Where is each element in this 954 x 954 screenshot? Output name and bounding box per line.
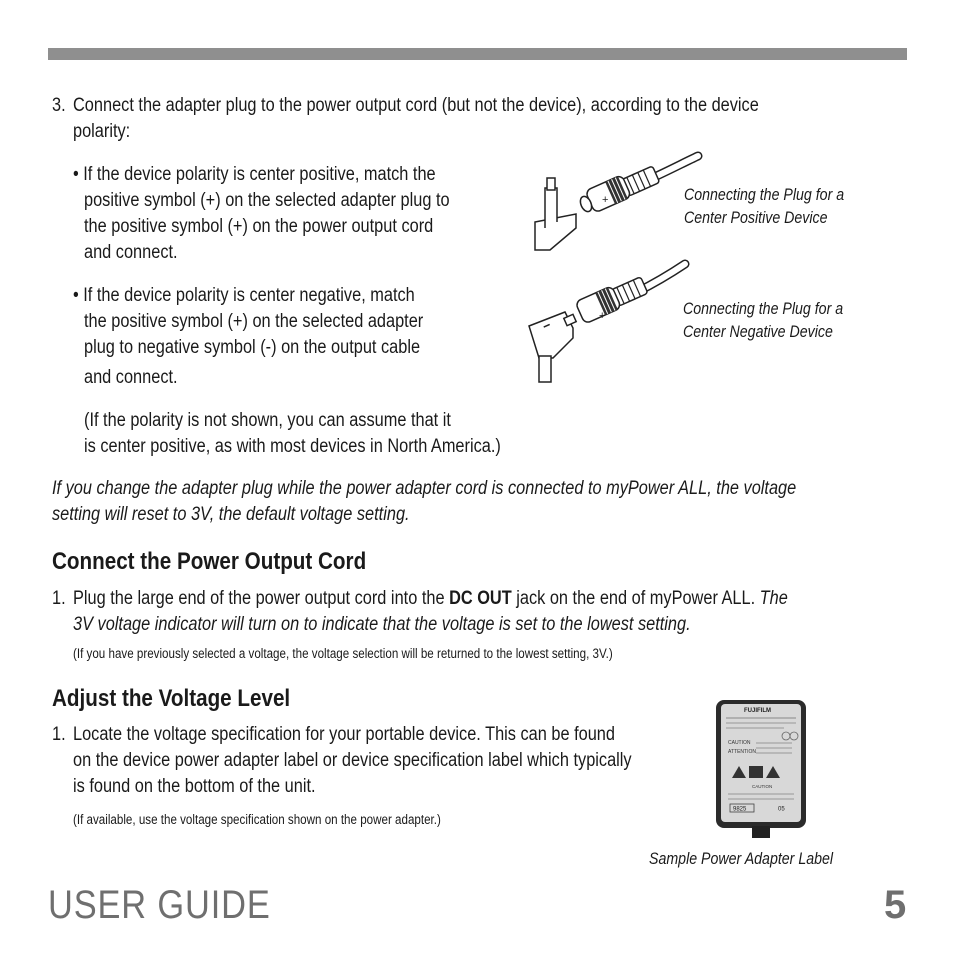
bullet-negative-line3: plug to negative symbol (-) on the output cable (84, 337, 421, 358)
adjust-step-note: (If available, use the voltage specification shown on the power adapter.) (73, 812, 441, 827)
bullet-negative-line2: the positive symbol (+) on the selected adapter (84, 311, 424, 332)
positive-plus-label: + (602, 194, 609, 206)
center-positive-plug-illustration (530, 150, 705, 255)
adjust-step-line2: on the device power adapter label or device specification label which typically (73, 750, 632, 771)
connect-step-line2: 3V voltage indicator will turn on to indicate that the voltage is set to the lowest setting. (73, 614, 691, 635)
adapter-code2: 05 (778, 806, 785, 813)
adapter-code: 9825 (733, 806, 747, 813)
header-bar (48, 48, 907, 60)
adapter-caution-1: CAUTION (728, 740, 751, 746)
adjust-step-number: 1. (52, 724, 66, 745)
page-number: 5 (884, 883, 907, 927)
connect-step-note: (If you have previously selected a voltage, the voltage selection will be returned to the lowest setting, 3V.) (73, 646, 613, 661)
step3-number: 3. (52, 95, 66, 116)
bullet-negative-line4: and connect. (84, 367, 178, 388)
adapter-brand: FUJIFILM (744, 708, 771, 714)
negative-caption-line1: Connecting the Plug for a (683, 300, 844, 318)
negative-caption-line2: Center Negative Device (683, 323, 833, 341)
adjust-step-line3: is found on the bottom of the unit. (73, 776, 316, 797)
connect-section-heading: Connect the Power Output Cord (52, 548, 367, 575)
positive-caption-line2: Center Positive Device (684, 209, 828, 227)
polarity-note-line1: (If the polarity is not shown, you can assume that it (84, 410, 451, 431)
bullet-positive-line4: and connect. (84, 242, 178, 263)
step3-line2: polarity: (73, 121, 131, 142)
reset-note-line2: setting will reset to 3V, the default voltage setting. (52, 504, 410, 525)
power-adapter-label-image (714, 698, 808, 840)
center-negative-plug-illustration (525, 258, 695, 386)
connect-step-line1: Plug the large end of the power output cord into the DC OUT jack on the end of myPower ALL. The (73, 588, 788, 609)
reset-note-line1: If you change the adapter plug while the power adapter cord is connected to myPower ALL, the voltage (52, 478, 797, 499)
negative-minus-label: − (540, 317, 554, 335)
polarity-note-line2: is center positive, as with most devices in North America.) (84, 436, 501, 457)
adapter-caution-3: CAUTION (752, 784, 773, 789)
step3-line1: Connect the adapter plug to the power output cord (but not the device), according to the device (73, 95, 759, 116)
bullet-negative-line1: • If the device polarity is center negative, match (73, 285, 415, 306)
adapter-caution-2: ATTENTION (728, 749, 756, 755)
positive-caption-line1: Connecting the Plug for a (684, 186, 845, 204)
negative-plus-label: + (599, 310, 606, 322)
adjust-step-line1: Locate the voltage specification for your portable device. This can be found (73, 724, 615, 745)
adapter-caption: Sample Power Adapter Label (649, 850, 834, 868)
adjust-section-heading: Adjust the Voltage Level (52, 685, 291, 712)
bullet-positive-line1: • If the device polarity is center positive, match the (73, 164, 436, 185)
connect-step-number: 1. (52, 588, 66, 609)
footer-title: USER GUIDE (48, 883, 271, 927)
bullet-positive-line3: the positive symbol (+) on the power output cord (84, 216, 434, 237)
bullet-positive-line2: positive symbol (+) on the selected adapter plug to (84, 190, 450, 211)
